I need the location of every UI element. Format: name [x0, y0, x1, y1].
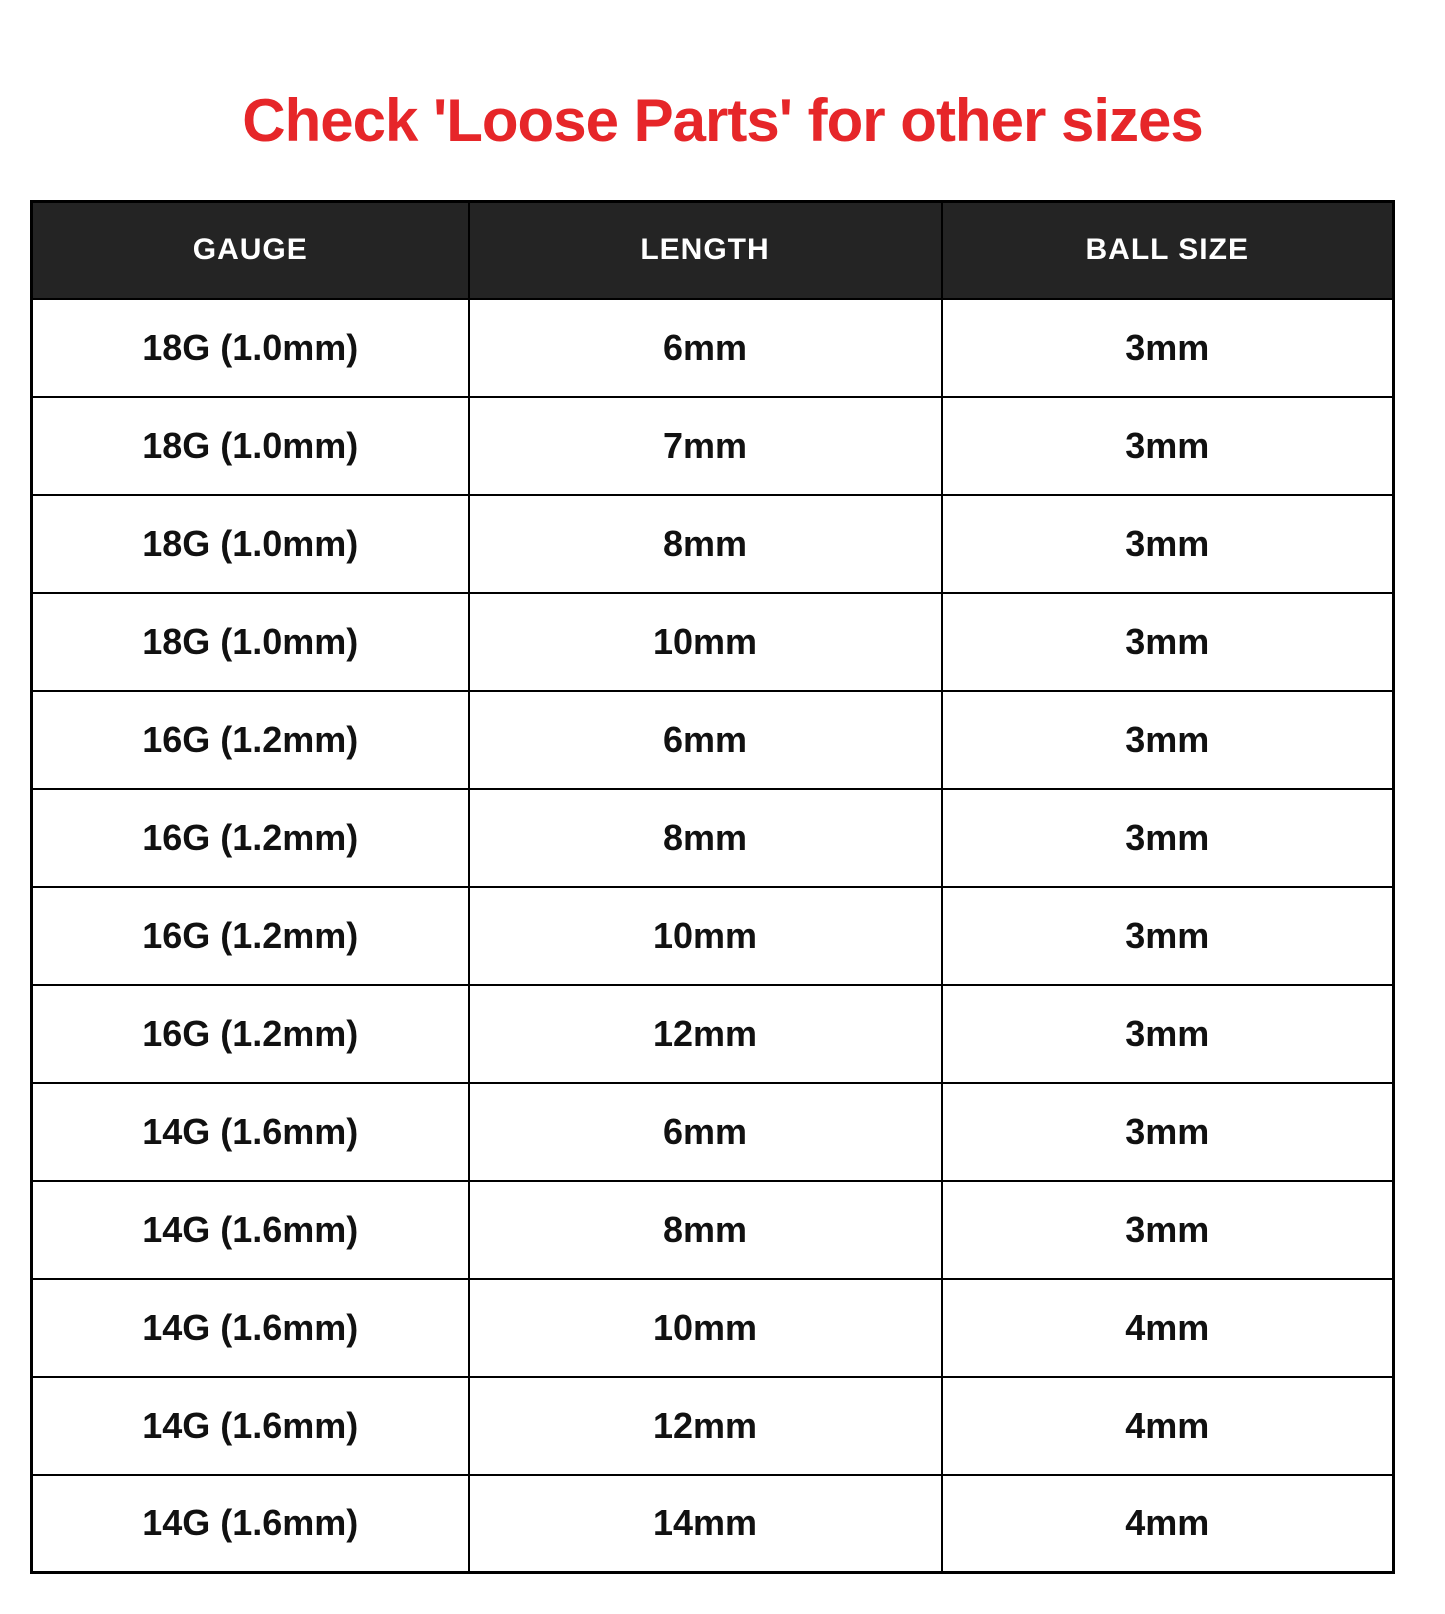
ball-size-cell: 3mm	[942, 1083, 1394, 1181]
length-cell: 10mm	[469, 887, 942, 985]
gauge-cell: 16G (1.2mm)	[32, 887, 469, 985]
length-cell: 10mm	[469, 1279, 942, 1377]
gauge-cell: 18G (1.0mm)	[32, 397, 469, 495]
ball-size-cell: 3mm	[942, 1181, 1394, 1279]
table-row	[32, 1279, 1394, 1377]
length-cell: 14mm	[469, 1475, 942, 1573]
length-cell: 10mm	[469, 593, 942, 691]
gauge-cell: 14G (1.6mm)	[32, 1181, 469, 1279]
table-row	[32, 397, 1394, 495]
gauge-cell: 14G (1.6mm)	[32, 1279, 469, 1377]
length-cell: 6mm	[469, 691, 942, 789]
ball-size-cell: 3mm	[942, 397, 1394, 495]
gauge-cell: 16G (1.2mm)	[32, 985, 469, 1083]
gauge-cell: 14G (1.6mm)	[32, 1377, 469, 1475]
table-row	[32, 691, 1394, 789]
length-cell: 8mm	[469, 789, 942, 887]
size-table	[30, 200, 1395, 1574]
gauge-cell: 18G (1.0mm)	[32, 495, 469, 593]
ball-size-cell: 3mm	[942, 495, 1394, 593]
ball-size-cell: 3mm	[942, 593, 1394, 691]
ball-size-cell: 4mm	[942, 1475, 1394, 1573]
column-header-ball-size: BALL SIZE	[942, 202, 1394, 299]
column-header-length: LENGTH	[469, 202, 942, 299]
table-row	[32, 985, 1394, 1083]
length-cell: 6mm	[469, 299, 942, 397]
gauge-cell: 16G (1.2mm)	[32, 789, 469, 887]
table-row	[32, 789, 1394, 887]
ball-size-cell: 4mm	[942, 1377, 1394, 1475]
length-cell: 6mm	[469, 1083, 942, 1181]
table-row	[32, 1377, 1394, 1475]
ball-size-cell: 3mm	[942, 691, 1394, 789]
table-row	[32, 299, 1394, 397]
ball-size-cell: 4mm	[942, 1279, 1394, 1377]
table-row	[32, 1181, 1394, 1279]
table-row	[32, 1083, 1394, 1181]
table-header-row	[32, 202, 1394, 299]
column-header-gauge: GAUGE	[32, 202, 469, 299]
table-row	[32, 1475, 1394, 1573]
table-row	[32, 495, 1394, 593]
gauge-cell: 16G (1.2mm)	[32, 691, 469, 789]
gauge-cell: 18G (1.0mm)	[32, 299, 469, 397]
table-row	[32, 593, 1394, 691]
ball-size-cell: 3mm	[942, 887, 1394, 985]
ball-size-cell: 3mm	[942, 985, 1394, 1083]
ball-size-cell: 3mm	[942, 299, 1394, 397]
length-cell: 7mm	[469, 397, 942, 495]
length-cell: 8mm	[469, 1181, 942, 1279]
gauge-cell: 14G (1.6mm)	[32, 1083, 469, 1181]
page-title: Check 'Loose Parts' for other sizes	[242, 87, 1203, 154]
ball-size-cell: 3mm	[942, 789, 1394, 887]
gauge-cell: 14G (1.6mm)	[32, 1475, 469, 1573]
table-row	[32, 887, 1394, 985]
length-cell: 12mm	[469, 985, 942, 1083]
length-cell: 8mm	[469, 495, 942, 593]
length-cell: 12mm	[469, 1377, 942, 1475]
table-body	[32, 299, 1394, 1573]
gauge-cell: 18G (1.0mm)	[32, 593, 469, 691]
